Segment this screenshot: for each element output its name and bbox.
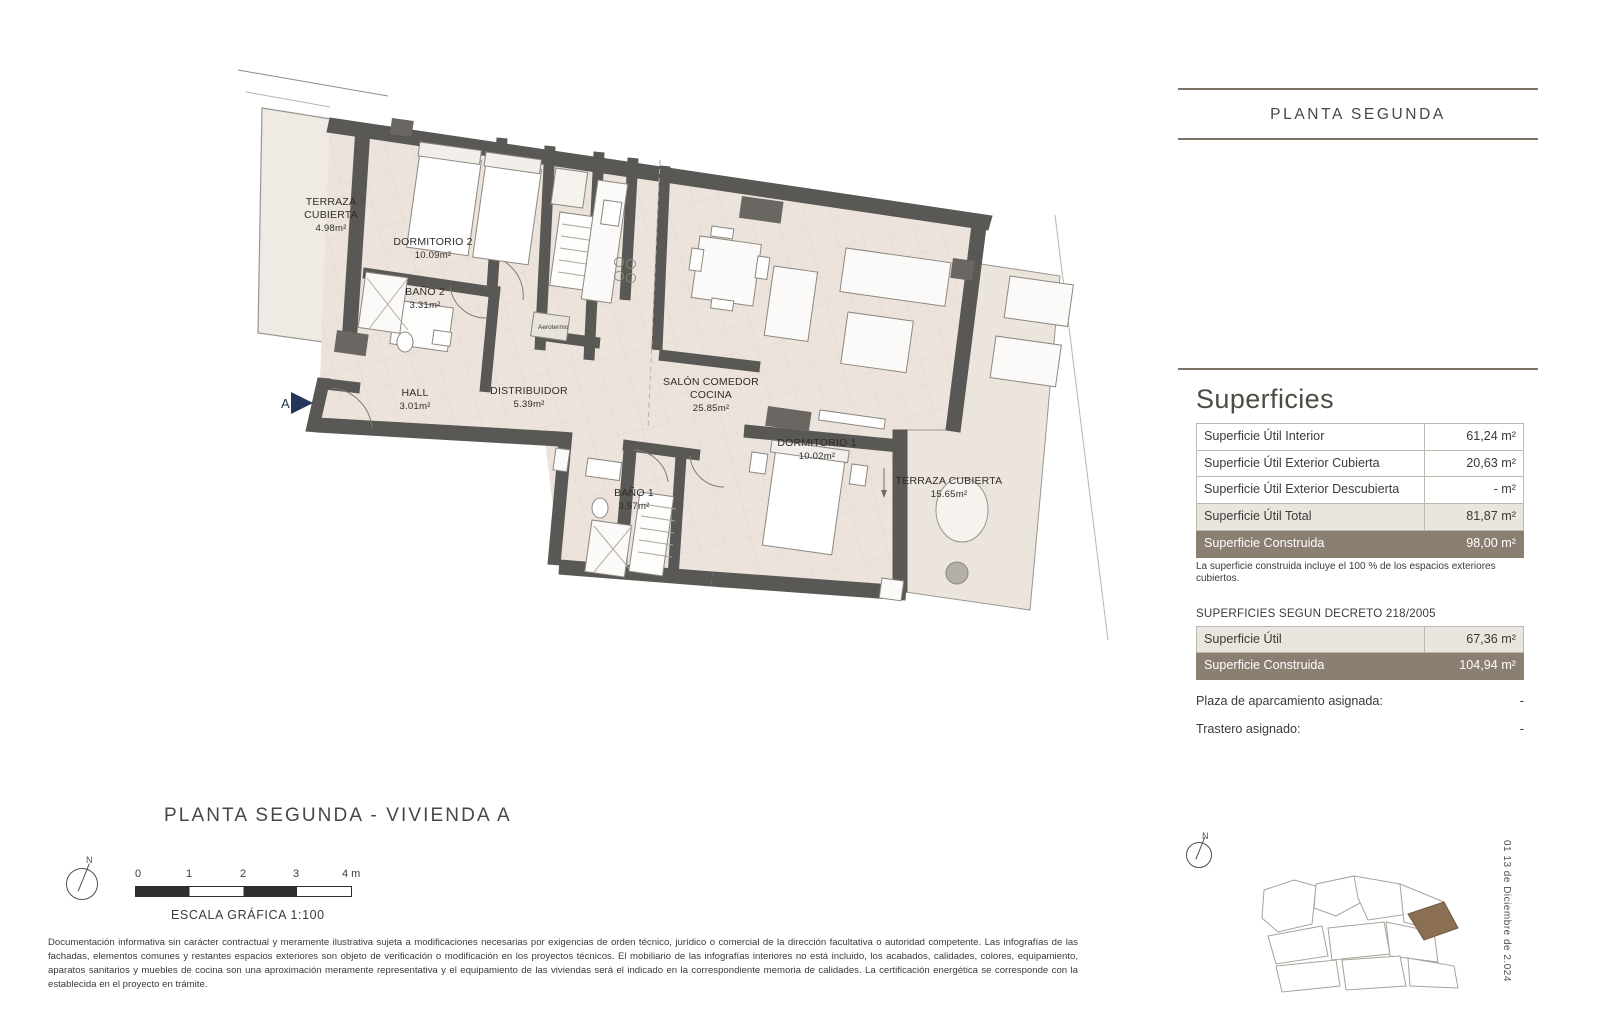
surface-label: Superficie Útil Interior xyxy=(1197,424,1425,451)
surface-value: 20,63 m² xyxy=(1425,450,1524,477)
keyplan-compass-icon: N xyxy=(1186,842,1212,868)
surface-label: Superficie Útil Exterior Cubierta xyxy=(1197,450,1425,477)
table-row xyxy=(1197,424,1524,451)
room-name: TERRAZA CUBIERTA xyxy=(304,196,358,222)
scale-tick: 4 m xyxy=(342,868,361,880)
room-area: 10.02m² xyxy=(798,451,836,463)
scale-caption: ESCALA GRÁFICA 1:100 xyxy=(171,908,325,922)
room-name: DISTRIBUIDOR xyxy=(490,385,568,397)
room-area: 25.85m² xyxy=(692,403,730,415)
table-row xyxy=(1197,653,1524,680)
room-label xyxy=(756,437,878,463)
parking-row xyxy=(1196,680,1524,708)
surface-value: - m² xyxy=(1425,477,1524,504)
room-area: 4.98m² xyxy=(315,223,347,235)
parking-label: Plaza de aparcamiento asignada: xyxy=(1196,694,1383,709)
divider-bottom xyxy=(1178,138,1538,140)
key-plan-svg xyxy=(1258,862,1488,1002)
room-label xyxy=(598,487,670,513)
floor-plan xyxy=(0,0,1140,700)
entry-label: A xyxy=(281,396,290,411)
scale-tick: 3 xyxy=(293,868,300,880)
page-title: PLANTA SEGUNDA - VIVIENDA A xyxy=(164,805,512,826)
table-row xyxy=(1197,530,1524,557)
surface-value: 98,00 m² xyxy=(1425,530,1524,557)
table-row xyxy=(1197,626,1524,653)
surface-label: Superficie Útil Total xyxy=(1197,504,1425,531)
surface-label: Superficie Útil Exterior Descubierta xyxy=(1197,477,1425,504)
surface-value: 81,87 m² xyxy=(1425,504,1524,531)
table-row xyxy=(1197,504,1524,531)
room-name: SALÓN COMEDOR COCINA xyxy=(663,376,759,402)
plan-geometry xyxy=(238,70,1108,640)
scale-bar-graphic xyxy=(135,886,352,897)
surface-label: Superficie Construida xyxy=(1197,530,1425,557)
aerotermo-label: Aerotermo xyxy=(538,324,569,331)
entry-arrow xyxy=(291,392,313,414)
room-label xyxy=(378,236,488,262)
scale-ticks xyxy=(135,868,365,922)
room-label xyxy=(380,387,450,413)
room-label xyxy=(390,286,460,312)
room-name: DORMITORIO 2 xyxy=(393,236,473,248)
room-area: 3.01m² xyxy=(399,401,431,413)
room-area: 10.09m² xyxy=(414,250,452,262)
storage-label: Trastero asignado: xyxy=(1196,722,1301,737)
room-area: 5.39m² xyxy=(513,399,545,411)
room-label xyxy=(645,376,777,415)
room-name: DORMITORIO 1 xyxy=(777,437,857,449)
scale-tick: 1 xyxy=(186,868,193,880)
room-name: BAÑO 2 xyxy=(405,286,445,298)
surface-value: 67,36 m² xyxy=(1425,626,1524,653)
scale-tick: 2 xyxy=(240,868,247,880)
storage-value: - xyxy=(1519,722,1524,737)
key-plan xyxy=(1202,831,1488,1002)
surface-label: Superficie Construida xyxy=(1197,653,1425,680)
parking-value: - xyxy=(1519,694,1524,709)
room-label xyxy=(474,385,584,411)
scale-bar xyxy=(60,855,365,922)
scale-tick: 0 xyxy=(135,868,142,880)
surface-value: 104,94 m² xyxy=(1425,653,1524,680)
room-name: TERRAZA CUBIERTA xyxy=(895,475,1003,487)
surfaces-title: Superficies xyxy=(1196,384,1334,414)
room-name: HALL xyxy=(401,387,429,399)
floor-plan-svg xyxy=(0,0,1140,700)
room-label xyxy=(888,475,1010,501)
legal-disclaimer: Documentación informativa sin carácter contractual y meramente ilustrativa sujeta a modificaciones necesarias por exigencias de orden técnico, jurídico o comercial de la dirección facultativa o autoridad competente. Las infografías de las fachadas, elementos comunes y restantes espacios exteriores son objeto de verificación o modificación en los proyectos técnicos. El mobiliario de las infografías interiores no está incluido, los acabados, calidades, colores, equipamiento, aparatos sanitarios y muebles de cocina son una aproximación meramente representativa y el equipamiento de las viviendas será el indicado en la correspondiente memoria de calidades. La certificación energética se corresponde con la establecida en el proyecto en trámite. xyxy=(48,937,1078,990)
compass-icon xyxy=(66,855,98,900)
surfaces-panel xyxy=(1178,368,1538,736)
surface-label: Superficie Útil xyxy=(1197,626,1425,653)
table-row xyxy=(1197,477,1524,504)
surface-value: 61,24 m² xyxy=(1425,424,1524,451)
room-area: 3.57m² xyxy=(618,501,650,513)
floor-title-panel xyxy=(1178,88,1538,140)
sheet-code: 01 13 de Diciembre de 2.024 xyxy=(1501,840,1512,982)
room-area: 3.31m² xyxy=(409,300,441,312)
surfaces-note: La superficie construida incluye el 100 % de los espacios exteriores cubiertos. xyxy=(1196,560,1496,584)
storage-row xyxy=(1196,708,1524,736)
room-label xyxy=(286,196,376,235)
compass-north-label: N xyxy=(86,855,93,865)
room-area: 15.65m² xyxy=(930,489,968,501)
room-name: BAÑO 1 xyxy=(614,487,654,499)
decreto-table xyxy=(1196,626,1524,680)
surfaces-table xyxy=(1196,423,1524,558)
floor-title: PLANTA SEGUNDA xyxy=(1270,106,1446,123)
table-row xyxy=(1197,450,1524,477)
decreto-heading: SUPERFICIES SEGUN DECRETO 218/2005 xyxy=(1196,606,1436,620)
